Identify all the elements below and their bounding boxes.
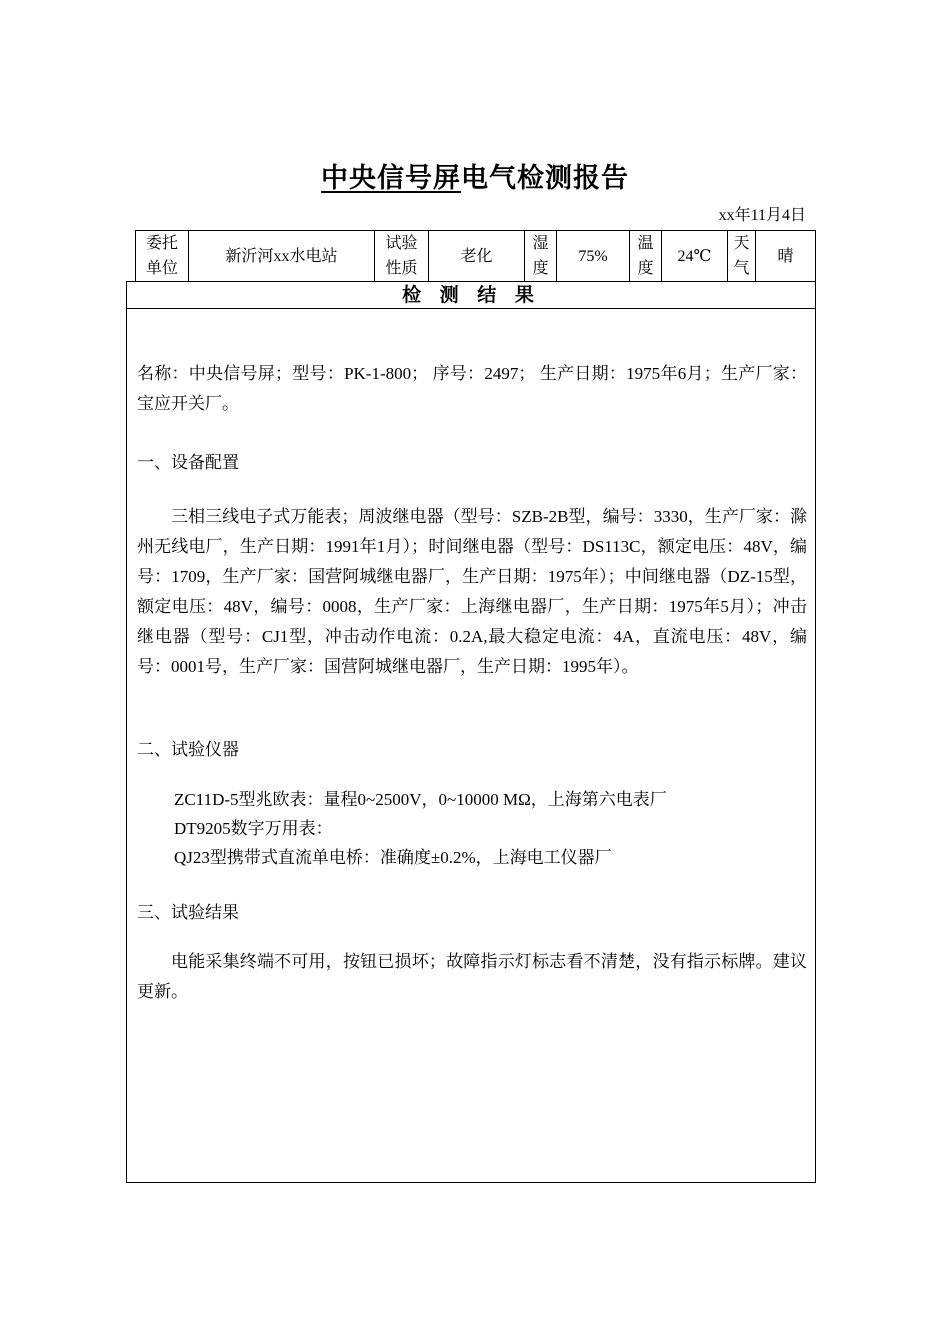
results-box xyxy=(126,281,816,1183)
section1-body: 三相三线电子式万能表；周波继电器（型号：SZB-2B型，编号：3330，生产厂家：滁州无线电厂，生产日期：1991年1月）；时间继电器（型号：DS113C，额定电压：48V，编号：1709，生产厂家：国营阿城继电器厂，生产日期：1975年）；中间继电器（DZ-15型，额定电压：48V，编号：0008，生产厂家：上海继电器厂，生产日期：1975年5月）；冲击继电器（型号：CJ1型，冲击动作电流：0.2A,最大稳定电流：4A，直流电压：48V，编号：0001号，生产厂家：国营阿城继电器厂，生产日期：1995年）。 xyxy=(137,507,807,676)
section2-title: 二、试验仪器 xyxy=(137,740,239,759)
report-date: xx年11月4日 xyxy=(718,207,806,224)
temperature-value: 24℃ xyxy=(662,231,728,282)
client-label: 委托 单位 xyxy=(136,231,189,282)
test-type-value: 老化 xyxy=(429,231,525,282)
instrument-list xyxy=(137,785,844,872)
basic-info: 名称：中央信号屏；型号：PK-1-800； 序号：2497； 生产日期：1975年6月；生产厂家：宝应开关厂。 xyxy=(137,364,807,413)
temperature-label: 温 度 xyxy=(630,231,662,282)
info-row xyxy=(136,231,816,282)
section1-title: 一、设备配置 xyxy=(137,453,239,472)
report-title-rest: 电气检测报告 xyxy=(461,163,629,194)
humidity-label: 湿 度 xyxy=(525,231,557,282)
instrument-item: DT9205数字万用表： xyxy=(174,819,333,838)
section3-title: 三、试验结果 xyxy=(137,903,239,922)
report-title xyxy=(0,156,950,195)
client-value: 新沂河xx水电站 xyxy=(189,231,375,282)
test-type-label: 试验 性质 xyxy=(375,231,429,282)
weather-label: 天 气 xyxy=(728,231,756,282)
humidity-value: 75% xyxy=(557,231,630,282)
results-header: 检 测 结 果 xyxy=(127,282,815,309)
info-table xyxy=(135,230,816,282)
instrument-item: QJ23型携带式直流单电桥：准确度±0.2%，上海电工仪器厂 xyxy=(174,848,612,867)
weather-value: 晴 xyxy=(756,231,816,282)
instrument-item: ZC11D-5型兆欧表：量程0~2500V，0~10000 MΩ，上海第六电表厂 xyxy=(174,790,667,809)
report-title-underlined: 中央信号屏 xyxy=(321,163,461,194)
section3-body: 电能采集终端不可用，按钮已损坏；故障指示灯标志看不清楚，没有指示标牌。建议更新。 xyxy=(137,952,807,1001)
